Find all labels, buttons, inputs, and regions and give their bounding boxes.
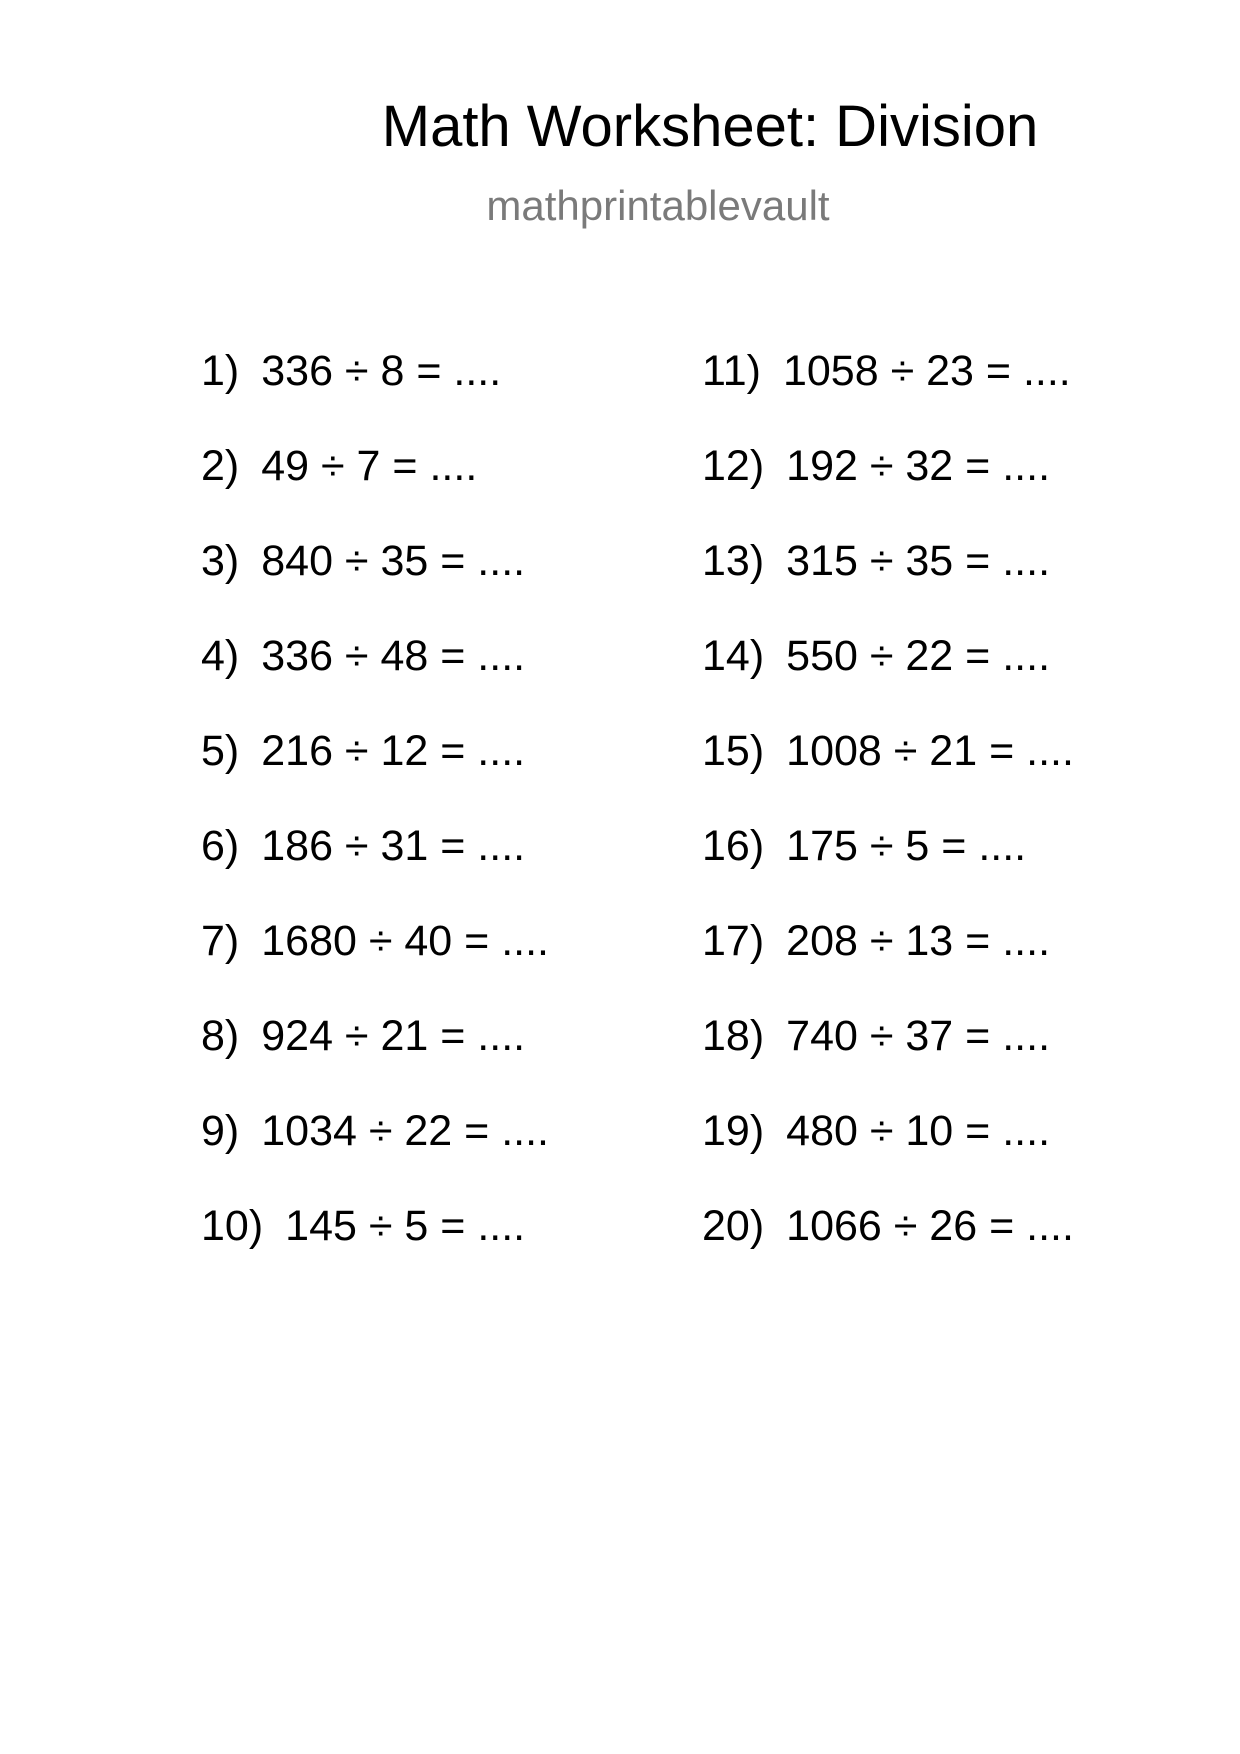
problem-17	[702, 917, 1074, 1015]
problem-expression: 145 ÷ 5 = ....	[285, 1202, 526, 1250]
problem-number: 18)	[702, 1012, 765, 1060]
problem-expression: 840 ÷ 35 = ....	[261, 537, 526, 585]
problem-expression: 186 ÷ 31 = ....	[261, 822, 526, 870]
problem-5	[201, 727, 549, 825]
problem-number: 4)	[201, 632, 240, 680]
problem-8	[201, 1012, 549, 1110]
problem-number: 5)	[201, 727, 240, 775]
problem-11	[702, 347, 1074, 445]
problem-expression: 208 ÷ 13 = ....	[786, 917, 1051, 965]
problem-expression: 1008 ÷ 21 = ....	[786, 727, 1074, 775]
problem-number: 2)	[201, 442, 240, 490]
problem-number: 15)	[702, 727, 765, 775]
problem-expression: 315 ÷ 35 = ....	[786, 537, 1051, 585]
problem-number: 16)	[702, 822, 765, 870]
problem-number: 14)	[702, 632, 765, 680]
problem-expression: 480 ÷ 10 = ....	[786, 1107, 1051, 1155]
problem-number: 12)	[702, 442, 765, 490]
problem-expression: 192 ÷ 32 = ....	[786, 442, 1051, 490]
problem-column-left	[201, 347, 550, 1300]
problem-expression: 336 ÷ 48 = ....	[261, 632, 526, 680]
problem-number: 8)	[201, 1012, 240, 1060]
worksheet-title: Math Worksheet: Division	[381, 94, 1039, 159]
problem-1	[201, 347, 549, 445]
problem-3	[201, 537, 549, 635]
problem-number: 11)	[702, 347, 761, 395]
problem-16	[702, 822, 1074, 920]
problem-number: 3)	[201, 537, 240, 585]
problem-expression: 336 ÷ 8 = ....	[261, 347, 502, 395]
problem-number: 13)	[702, 537, 765, 585]
problem-2	[201, 442, 549, 540]
problem-expression: 740 ÷ 37 = ....	[786, 1012, 1051, 1060]
problem-13	[702, 537, 1074, 635]
problem-number: 7)	[201, 917, 240, 965]
problem-expression: 924 ÷ 21 = ....	[261, 1012, 526, 1060]
problem-expression: 1680 ÷ 40 = ....	[261, 917, 550, 965]
problem-9	[201, 1107, 550, 1205]
problem-number: 1)	[201, 347, 240, 395]
worksheet-source: mathprintablevault	[486, 182, 830, 229]
problem-number: 20)	[702, 1202, 765, 1250]
problem-expression: 1066 ÷ 26 = ....	[786, 1202, 1074, 1250]
problem-15	[702, 727, 1074, 825]
problem-expression: 175 ÷ 5 = ....	[786, 822, 1027, 870]
problem-18	[702, 1012, 1074, 1110]
problem-12	[702, 442, 1074, 540]
problem-4	[201, 632, 549, 730]
problem-number: 6)	[201, 822, 240, 870]
problem-expression: 1058 ÷ 23 = ....	[782, 347, 1071, 395]
problem-19	[702, 1107, 1074, 1205]
problem-expression: 49 ÷ 7 = ....	[261, 442, 478, 490]
problem-10	[201, 1202, 549, 1300]
problem-expression: 1034 ÷ 22 = ....	[261, 1107, 550, 1155]
problem-number: 17)	[702, 917, 765, 965]
problem-number: 10)	[201, 1202, 264, 1250]
problem-number: 19)	[702, 1107, 765, 1155]
problem-6	[201, 822, 549, 920]
problem-7	[201, 917, 550, 1015]
problem-20	[702, 1202, 1074, 1300]
problem-number: 9)	[201, 1107, 240, 1155]
problem-14	[702, 632, 1074, 730]
problem-expression: 216 ÷ 12 = ....	[261, 727, 526, 775]
problem-column-right	[702, 347, 1074, 1300]
problem-expression: 550 ÷ 22 = ....	[786, 632, 1051, 680]
